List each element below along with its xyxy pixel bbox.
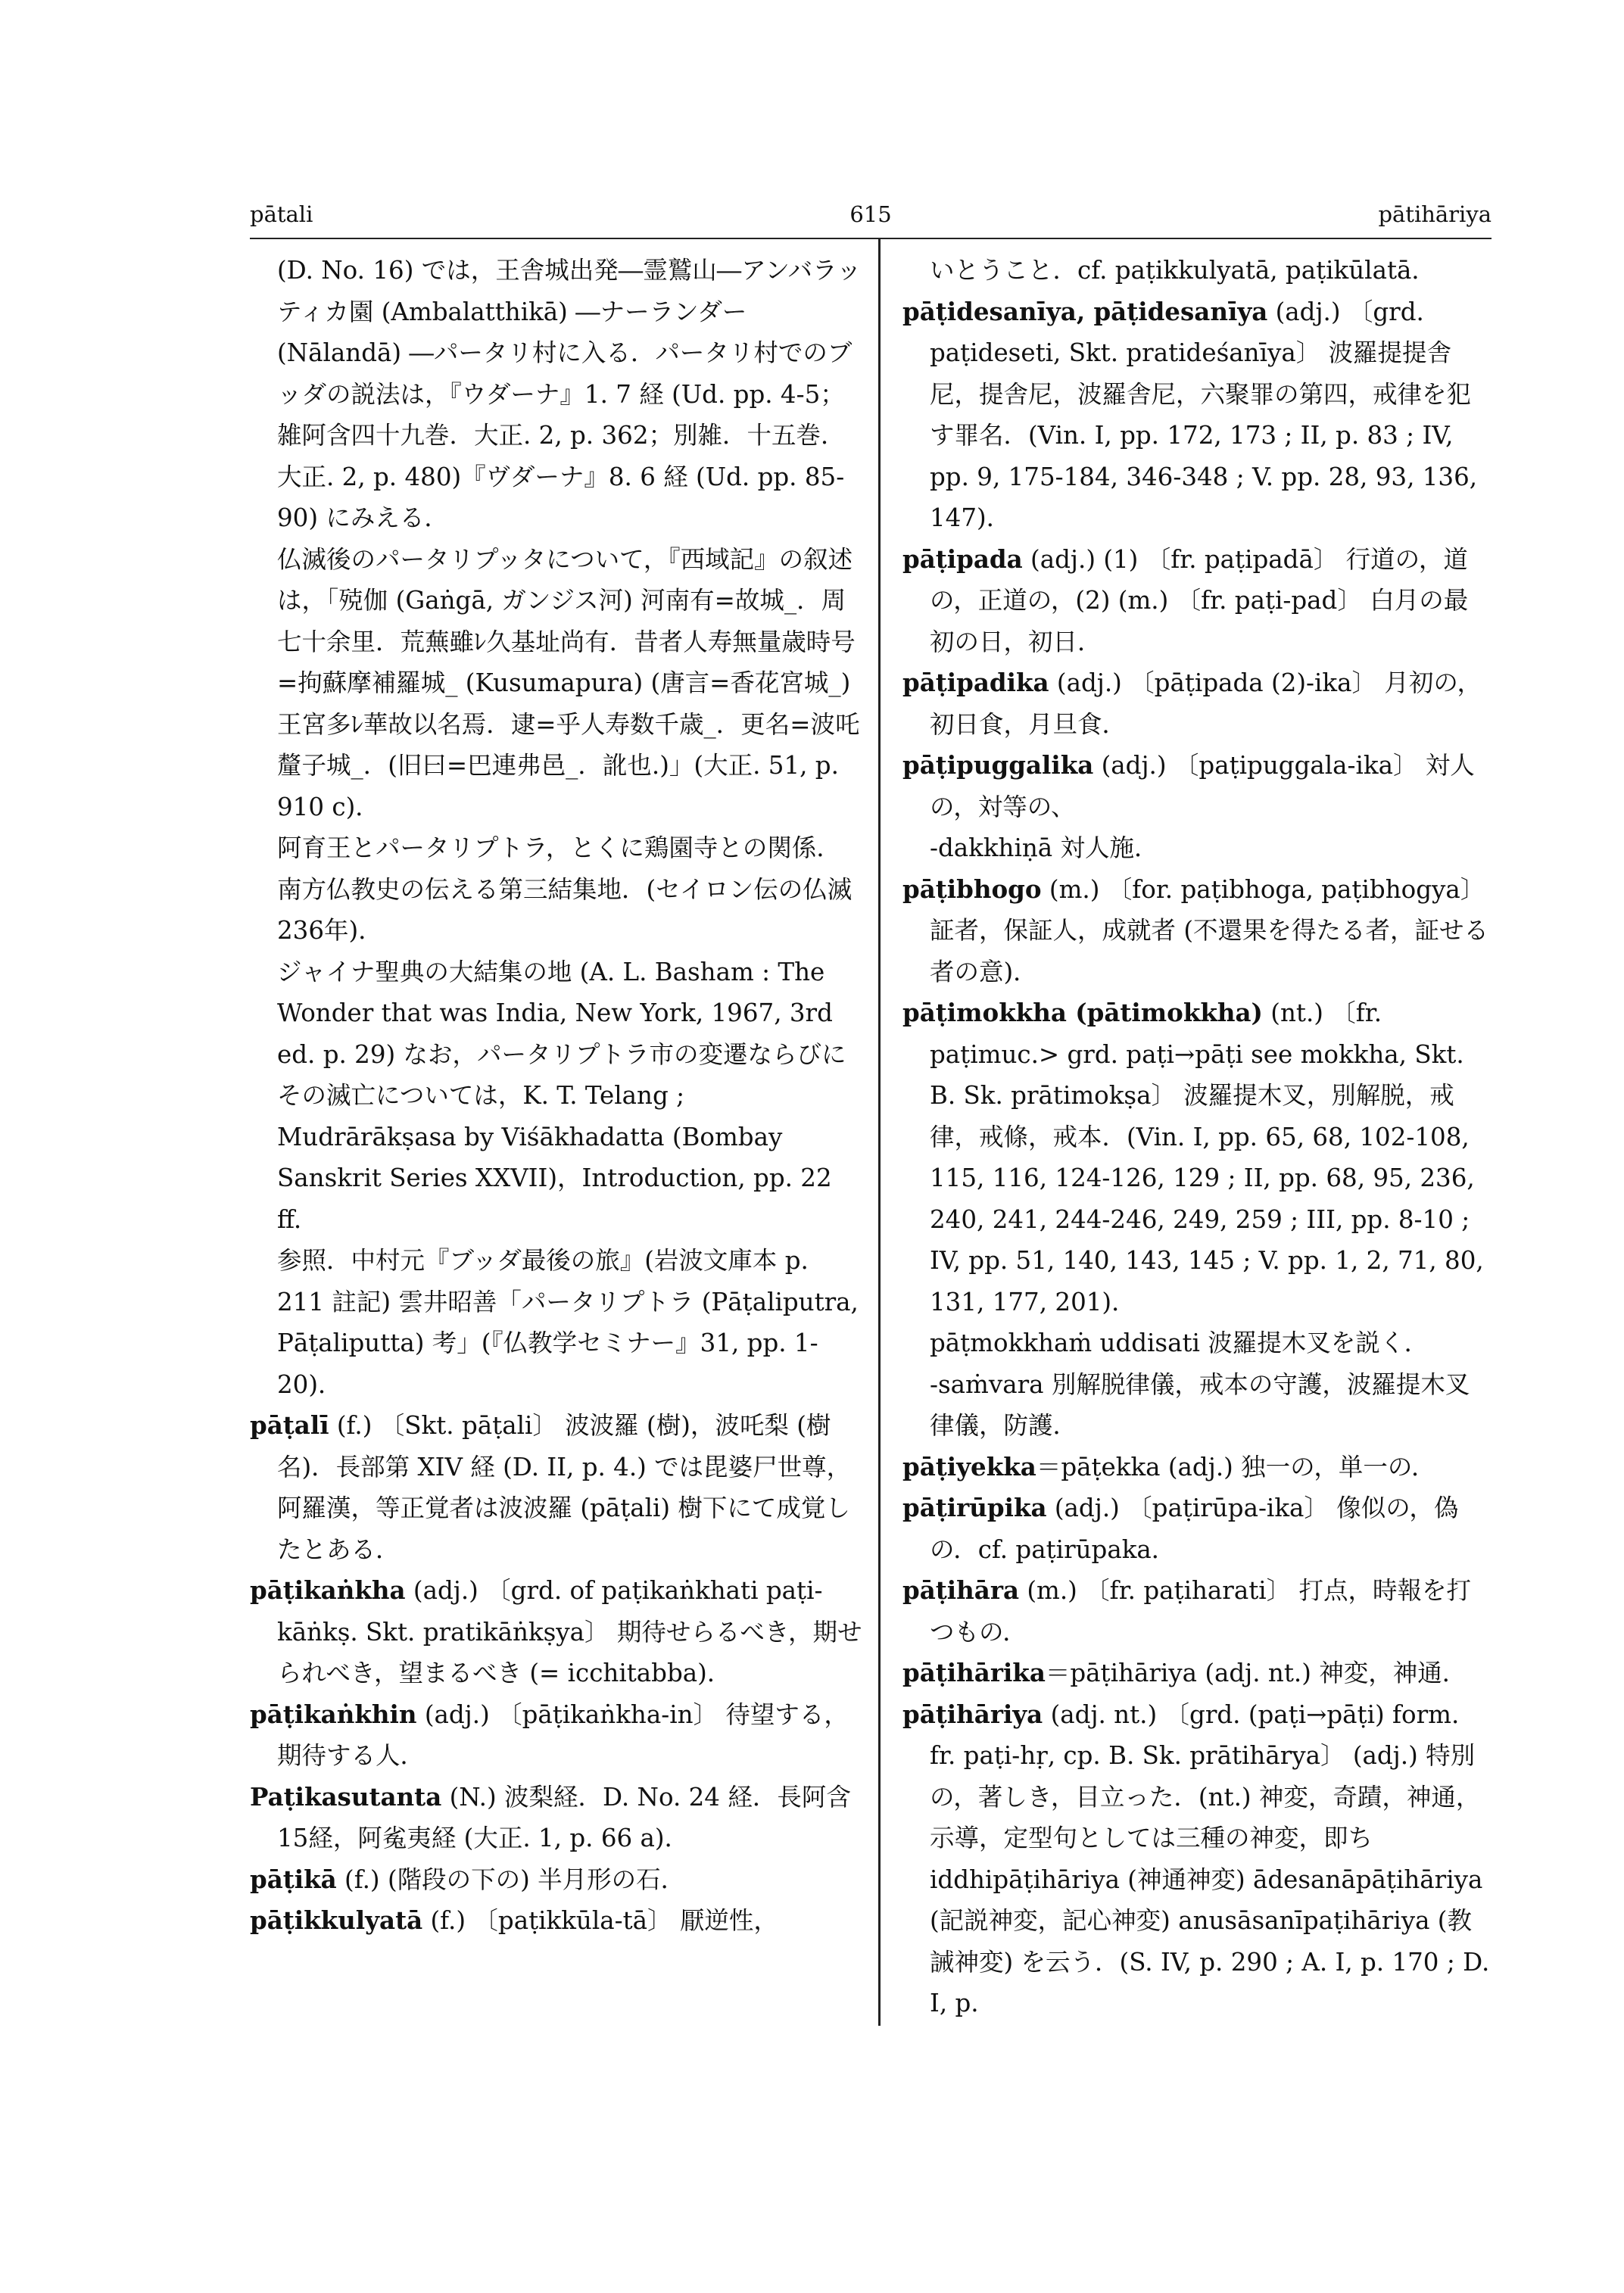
headword: pāṭalī [250,1410,329,1440]
dictionary-entry [902,539,1492,663]
page-header [250,193,1492,235]
dictionary-entry [902,992,1492,1323]
entry-definition: (f.) (階段の下の) 半月形の石． [336,1865,686,1894]
entry-definition: (adj.) (1) 〔fr. paṭipadā〕 行道の，道の，正道の，(2) (m.) 〔fr. paṭi-pad〕 白月の最初の日，初日． [930,544,1469,656]
entry-text [250,869,863,952]
entry-definition: (adj. nt.) 〔grd. (paṭi→pāṭi) form. fr. paṭi-hṛ, cp. B. Sk. prātihārya〕 (adj.) 特別の，著しき，目立った．(nt.) 神変，奇蹟，神通，示導，定型句としては三種の神変，即ち iddhipāṭihāriya (神通神変) ādesanāpāṭihāriya (記説神変，記心神変) anusāsanīpaṭihāriya (教誡神変) を云う．(S. IV, p. 290 ; A. I, p. 170 ; D. I, p. [930,1699,1490,2017]
entry-definition: (nt.) 〔fr. paṭimuc.> grd. paṭi→pāṭi see mokkha, Skt. B. Sk. prātimokṣa〕 波羅提木叉，別解脱，戒律，戒條，戒本．(Vin. I, pp. 65, 68, 102-108, 115, 116, 124-126, 129 ; II, pp. 68, 95, 236, 240, 241, 244-246, 249, 259 ; III, pp. 8-10 ; IV, pp. 51, 140, 143, 145 ; V. pp. 1, 2, 71, 80, 131, 177, 201)． [930,999,1484,1316]
page-number: 615 [849,201,892,227]
headword: pāṭihāriya [902,1699,1043,1729]
entry-text [250,539,863,828]
dictionary-entry [250,1859,863,1901]
headword: pāṭikā [250,1864,337,1894]
entry-definition: 参照．中村元『ブッダ最後の旅』(岩波文庫本 p. 211 註記) 雲井昭善「パータリプトラ (Pāṭaliputra, Pāṭaliputta) 考」(『仏教学セミナー』31, pp. 1-20)． [277,1246,859,1399]
entry-definition: ジャイナ聖典の大結集の地 (A. L. Basham : The Wonder that was India, New York, 1967, 3rd ed. p. 29) なお，パータリプトラ市の変遷ならびにその滅亡については，K. T. Telang ; Mudrārākṣasa by Viśākhadatta (Bombay Sanskrit Series XXVII)，Introduction, pp. 22 ff. [277,957,846,1234]
dictionary-entry [250,1900,863,1942]
entry-definition: 仏滅後のパータリプッタについて，『西域記』の叙述は，「殑伽 (Gaṅgā, ガンジス河) 河南有=故城_．周七十余里．荒蕪雖ﾚ久基址尚有．昔者人寿無量歳時号=拘蘇摩補羅城_ (Kusumapura) (唐言=香花宮城_) 王宮多ﾚ華故以名焉．逮=乎人寿数千歳_．更名=波吒釐子城_．(旧曰=巴連弗邑_．訛也.)」(大正. 51, p. 910 c)． [277,544,860,821]
entry-definition: (N.) 波梨経．D. No. 24 経．長阿含15経，阿㝹夷経 (大正. 1, p. 66 a)． [277,1782,851,1852]
running-head-left: pātali [250,201,313,227]
right-column [902,250,1492,2024]
entry-definition: 阿育王とパータリプトラ，とくに鶏園寺との関係． [277,833,841,862]
entry-definition: (f.) 〔Skt. pāṭali〕 波波羅 (樹)，波吒梨 (樹名)．長部第 XIV 経 (D. II, p. 4.) では毘婆尸世尊，阿羅漢，等正覚者は波波羅 (pāṭali) 樹下にて成覚したとある． [277,1411,852,1564]
entry-definition: (adj.) 〔pāṭikaṅkha-in〕 待望する，期待する人． [277,1699,849,1770]
dictionary-entry [250,1694,863,1777]
dictionary-entry [902,662,1492,745]
dictionary-entry [250,1405,863,1570]
headword: Paṭikasutanta [250,1781,442,1812]
entry-definition: ＝pāṭihāriya (adj. nt.) 神変，神通． [1045,1659,1467,1687]
entry-text [902,827,1492,869]
entry-text [902,250,1492,291]
dictionary-entry [250,1777,863,1859]
dictionary-entry [902,1447,1492,1488]
headword: pāṭikkulyatā [250,1905,423,1935]
entry-definition: (adj.) 〔paṭirūpa-ika〕 像似の，偽の．cf. paṭirūpaka． [930,1494,1459,1564]
dictionary-entry [250,1570,863,1694]
dictionary-entry [902,1570,1492,1653]
headword: pāṭihārika [902,1658,1046,1687]
entry-text [250,250,863,539]
headword: pāṭidesanīya, pāṭidesanīya [902,296,1268,326]
entry-definition: いとうこと．cf. paṭikkulyatā, paṭikūlatā． [930,256,1436,285]
entry-definition: (D. No. 16) では，王舎城出発―霊鷲山―アンバラッティカ園 (Ambalatthikā) ―ナーランダー (Nālandā) ―パータリ村に入る．パータリ村でのブッダの説法は，『ウダーナ』1. 7 経 (Ud. pp. 4-5；雑阿含四十九巻．大正. 2, p. 362；別雑．十五巻．大正. 2, p. 480)『ヴダーナ』8. 6 経 (Ud. pp. 85-90) にみえる． [277,256,862,532]
entry-definition: (m.) 〔fr. paṭiharati〕 打点，時報を打つもの． [930,1576,1471,1647]
headword: pāṭipadika [902,668,1049,697]
entry-definition: (m.) 〔for. paṭibhoga, paṭibhogya〕 証者，保証人，成就者 (不還果を得たる者，証せる者の意)． [930,874,1489,986]
entry-definition: (adj.) 〔grd. of paṭikaṅkhati paṭi-kāṅkṣ. Skt. pratikāṅkṣya〕 期待せらるべき，期せられべき，望まるべき (= icchitabba)． [277,1576,862,1687]
headword: pāṭibhogo [902,874,1042,904]
headword: pāṭimokkha (pātimokkha) [902,998,1263,1027]
header-rule [250,238,1492,239]
entry-definition: (f.) 〔paṭikkūla-tā〕 厭逆性， [422,1906,778,1935]
dictionary-entry [902,1653,1492,1694]
entry-text [250,827,863,869]
dictionary-entry [902,869,1492,993]
headword: pāṭirūpika [902,1493,1047,1522]
dictionary-entry [902,1694,1492,2024]
headword: pāṭihāra [902,1575,1020,1605]
left-column [250,250,863,1942]
entry-definition: (adj.) 〔grd. paṭideseti, Skt. pratideśanīya〕 波羅提提舎尼，提舎尼，波羅舎尼，六聚罪の第四，戒律を犯す罪名．(Vin. I, pp. 172, 173 ; II, p. 83 ; IV, pp. 9, 175-184, 346-348 ; V. pp. 28, 93, 136, 147)． [930,297,1478,532]
entry-definition: (adj.) 〔paṭipuggala-ika〕 対人の，対等の、 [930,751,1475,821]
dictionary-entry [902,1488,1492,1570]
dictionary-entry [902,745,1492,827]
running-head-right: pātihāriya [1378,201,1492,227]
entry-definition: -dakkhiṇā 対人施． [930,833,1159,862]
entry-text [902,1323,1492,1364]
headword: pāṭikaṅkha [250,1575,406,1605]
entry-definition: pāṭmokkhaṁ uddisati 波羅提木叉を説く． [930,1329,1429,1357]
entry-text [250,1240,863,1405]
entry-text [902,1364,1492,1447]
headword: pāṭikaṅkhin [250,1699,417,1729]
column-divider [878,239,881,2026]
headword: pāṭipuggalika [902,750,1094,780]
entry-text [250,952,863,1241]
dictionary-entry [902,291,1492,539]
entry-definition: (adj.) 〔pāṭipada (2)-ika〕 月初の，初日食，月旦食． [930,668,1482,739]
entry-definition: ＝pāṭekka (adj.) 独一の，単一の． [1036,1452,1436,1481]
entry-definition: 南方仏教史の伝える第三結集地．(セイロン伝の仏滅 236年)． [277,874,853,945]
entry-definition: -saṁvara 別解脱律儀，戒本の守護，波羅提木叉律儀，防護． [930,1369,1470,1440]
headword: pāṭiyekka [902,1451,1036,1481]
headword: pāṭipada [902,544,1023,574]
